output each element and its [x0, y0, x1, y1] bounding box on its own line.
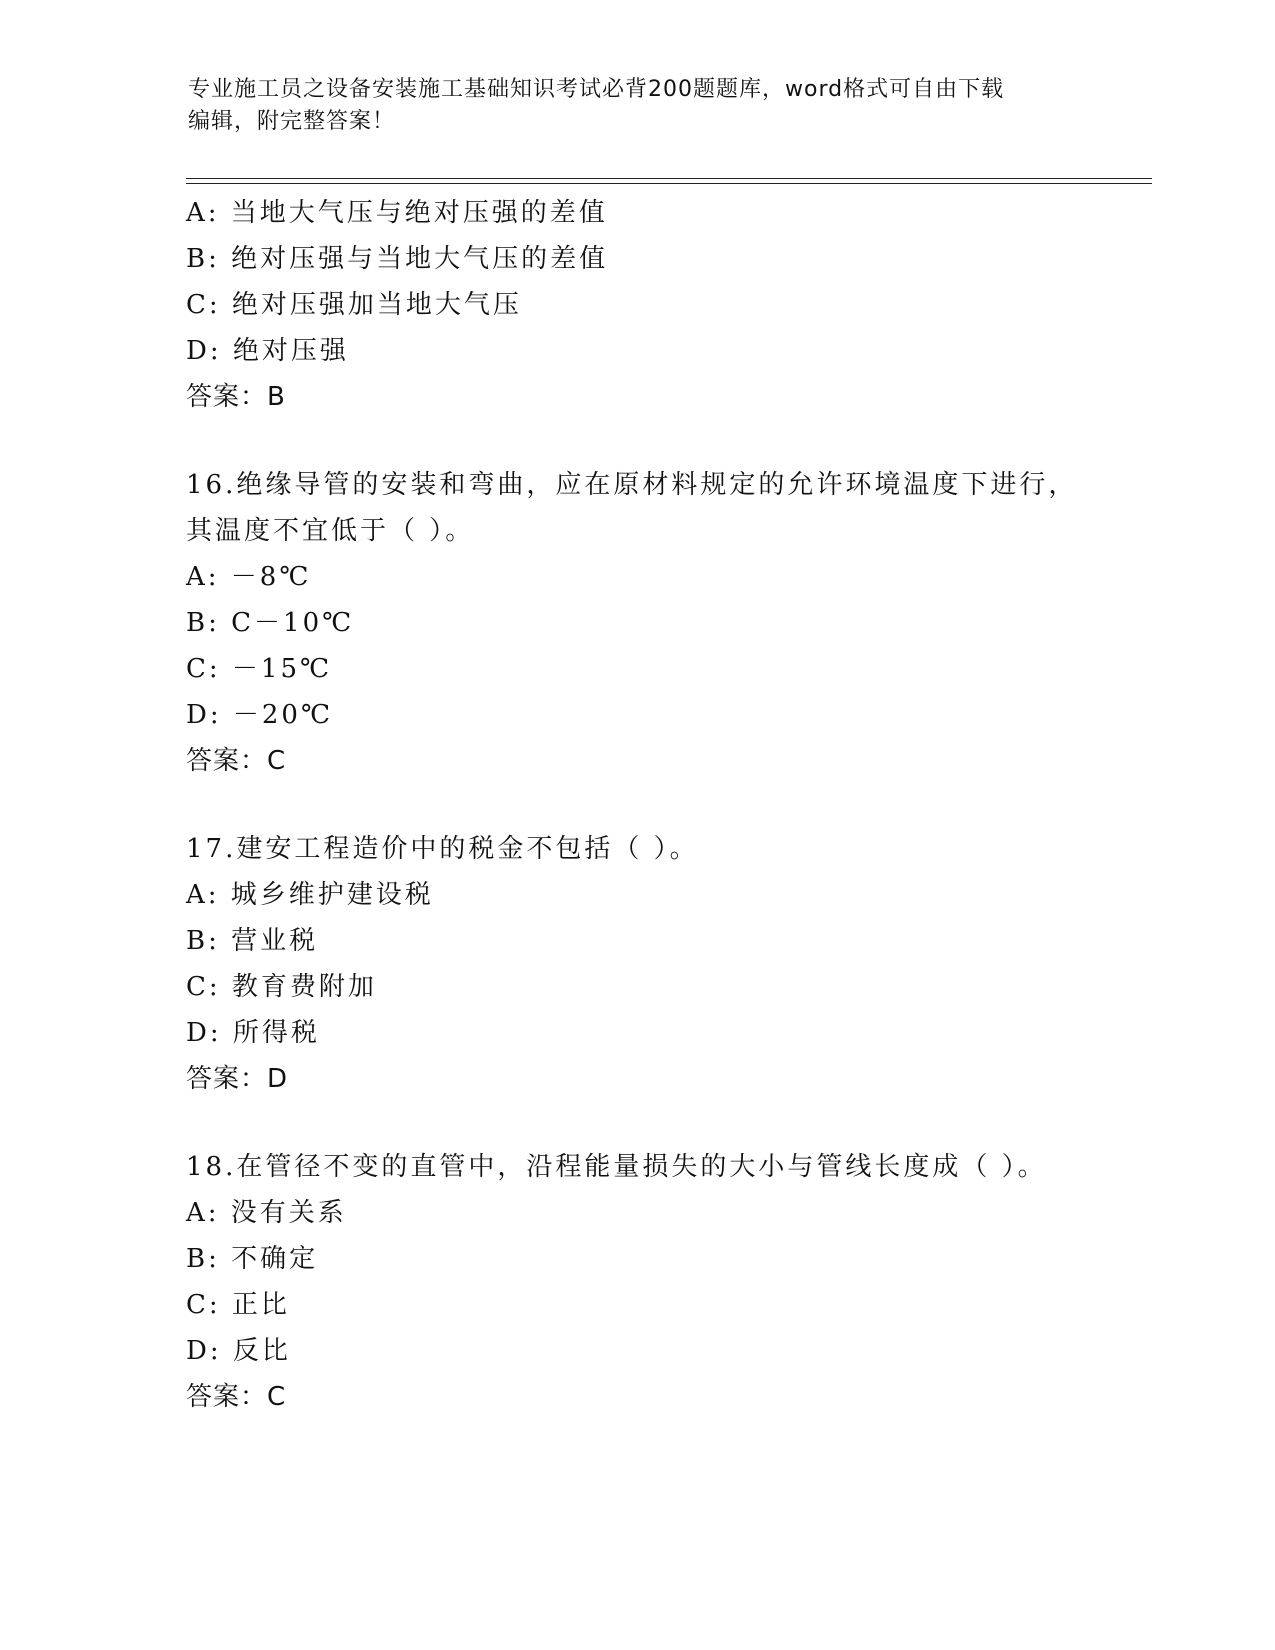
option-c: C: －15℃ — [186, 654, 333, 684]
question-list — [186, 190, 1126, 1420]
option-d: D: 反比 — [186, 1336, 291, 1366]
answer-line: 答案：B — [186, 382, 286, 412]
question-16 — [186, 462, 1126, 784]
option-c: C: 绝对压强加当地大气压 — [186, 290, 522, 320]
question-text-line-1: 16.绝缘导管的安装和弯曲，应在原材料规定的允许环境温度下进行， — [186, 470, 1078, 500]
header-divider-top — [186, 178, 1152, 179]
document-header — [188, 74, 1088, 138]
option-b: B: 绝对压强与当地大气压的差值 — [186, 244, 609, 274]
option-c: C: 正比 — [186, 1290, 290, 1320]
question-text-line-2: 其温度不宜低于（ ）。 — [186, 516, 475, 546]
question-18 — [186, 1144, 1126, 1420]
option-b: B: C－10℃ — [186, 608, 355, 638]
question-15 — [186, 190, 1126, 420]
option-b: B: 不确定 — [186, 1244, 319, 1274]
option-b: B: 营业税 — [186, 926, 319, 956]
question-17 — [186, 826, 1126, 1102]
option-a: A: 城乡维护建设税 — [186, 880, 434, 910]
answer-line: 答案：D — [186, 1064, 289, 1094]
question-text: 18.在管径不变的直管中，沿程能量损失的大小与管线长度成（ ）。 — [186, 1152, 1047, 1182]
answer-line: 答案：C — [186, 1382, 287, 1412]
option-c: C: 教育费附加 — [186, 972, 377, 1002]
header-title-line-2: 编辑，附完整答案！ — [188, 109, 396, 134]
option-d: D: －20℃ — [186, 700, 334, 730]
option-d: D: 所得税 — [186, 1018, 320, 1048]
answer-line: 答案：C — [186, 746, 287, 776]
option-d: D: 绝对压强 — [186, 336, 349, 366]
option-a: A: 当地大气压与绝对压强的差值 — [186, 198, 608, 228]
header-title-line-1: 专业施工员之设备安装施工基础知识考试必背200题题库，word格式可自由下载 — [188, 77, 1005, 102]
option-a: A: 没有关系 — [186, 1198, 347, 1228]
question-text: 17.建安工程造价中的税金不包括（ ）。 — [186, 834, 699, 864]
option-a: A: －8℃ — [186, 562, 312, 592]
header-divider-bottom — [186, 183, 1152, 184]
